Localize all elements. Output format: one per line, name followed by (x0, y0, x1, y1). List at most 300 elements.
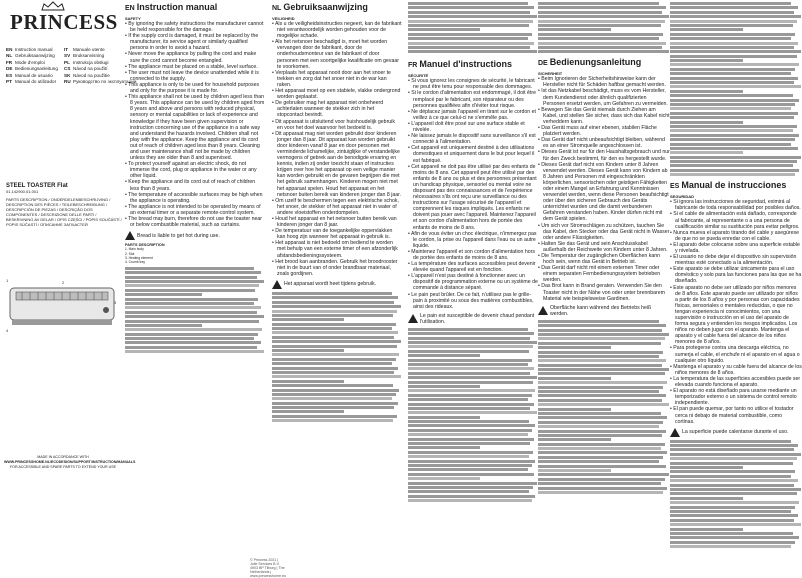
text-line (670, 138, 795, 141)
text-line (272, 402, 398, 405)
warning-triangle-icon (538, 306, 548, 315)
text-line (408, 345, 533, 348)
text-lines-de-top (538, 2, 670, 53)
text-line (408, 24, 529, 27)
text-line (670, 129, 793, 132)
language-item: EN Instruction manual (6, 47, 53, 52)
text-lines-de (538, 320, 670, 494)
text-line (670, 453, 801, 456)
text-line (538, 364, 662, 367)
safety-list-fr (408, 78, 538, 310)
text-lines-fr-top (408, 2, 538, 53)
text-line (670, 444, 798, 447)
text-line (670, 46, 794, 49)
safety-item: • Das Gerät darf nicht unbeaufsichtigt bleiben, während es an einer Stromquelle angeschlossen ist. (538, 137, 665, 150)
text-line (408, 416, 480, 419)
text-line (408, 341, 537, 344)
part-item: 1. Main body (125, 247, 144, 252)
text-line (670, 448, 794, 451)
text-line (670, 99, 799, 102)
safety-item: • Dieses Gerät darf nicht von Kindern unter 8 Jahren verwendet werden. Dieses Gerät kann von Kindern ab 8 Jahren und Personen mit eingeschränkten körperlichen, sensorischen oder geistigen Fähigkeiten oder einem Mangel an Erfahrung und Kenntnissen verwendet werden, wenn diese Personen beaufsichtigt oder über den sicheren Gebrauch des Geräts unterrichtet wurden und die damit verbundenen Gefahren verstanden haben. Kinder dürfen nicht mit dem Gerät spielen. (538, 161, 669, 223)
text-line (408, 350, 529, 353)
text-line (272, 345, 397, 348)
text-line (538, 351, 663, 354)
safety-item: • If the supply cord is damaged, it must be replaced by the manufacturer, its service agent or similarly qualified persons in order to avoid a hazard. (125, 33, 259, 52)
text-line (670, 112, 798, 115)
text-line (408, 495, 535, 498)
text-line (670, 68, 795, 71)
language-item: FR Mode d'emploi (6, 59, 45, 65)
safety-list-es (670, 199, 802, 424)
safety-item: • To protect yourself against an electric shock, do not immerse the cord, plug or appliance in the water or any other liquid. (125, 161, 257, 180)
text-line (272, 393, 396, 396)
text-line (272, 419, 393, 422)
text-line (538, 50, 669, 53)
safety-item: • De temperatuur van de toegankelijke oppervlakken kan hoog zijn wanneer het apparaat in gebruik is. (272, 228, 393, 241)
safety-item: • Het brood kan aanbranden. Gebruik het broodrooster niet in de buurt van of onder brandbaar materiaal, zoals gordijnen. (272, 258, 398, 277)
safety-item: • De gebruiker mag het apparaat niet onbeheerd achterlaten wanneer de stekker zich in het stopcontact bevindt. (272, 100, 384, 119)
text-line (538, 416, 667, 419)
svg-text:4: 4 (6, 328, 9, 333)
language-item: DE Bedienungsanleitung (6, 66, 58, 72)
text-line (538, 447, 661, 450)
language-item: IT Manuale utente (64, 47, 105, 52)
text-line (538, 329, 662, 332)
safety-item: • Cet appareil ne doit pas être utilisé par des enfants de moins de 8 ans. Cet appareil peut être utilisé par des enfants de 8 ans ou plus et des personnes présentant un handicap physique, sensoriel ou mental voire ne disposant pas des connaissances et de l'expérience nécessaires s'ils ont reçu une surveillance ou des instructions sur l'usage sécurisé de l'appareil et comprennent les risques impliqués. Les enfants ne doivent pas jouer avec l'appareil. Maintenez l'appareil et son cordon d'alimentation hors de portée des enfants de moins de 8 ans. (408, 163, 537, 231)
text-line (408, 420, 529, 423)
section-es (670, 0, 802, 575)
text-line (272, 314, 393, 317)
part-item: 4. Crumb tray (125, 260, 145, 265)
text-line (538, 465, 666, 468)
text-line (670, 55, 797, 58)
text-line (538, 408, 611, 411)
text-line (670, 514, 798, 517)
text-line (408, 15, 537, 18)
text-line (538, 2, 659, 5)
safety-item: • L'appareil doit être posé sur une surface stable et nivelée. (408, 120, 525, 134)
language-list (6, 47, 137, 85)
text-line (272, 296, 398, 299)
safety-list-en (125, 21, 265, 228)
text-line (670, 519, 794, 522)
safety-item: • Este aparato no debe ser utilizado por niños menores de 8 años. Este aparato puede ser utilizado por niños a partir de los 8 años y por personas con capacidades físicas, sensoriales o mentales reducidas, o que no tengan experiencia ni conocimientos, con una supervisión o instrucción en el uso del aparato de forma segura y entienden los riesgos implicados. Los niños no deben jugar con el aparato. Mantenga el aparato y el cable fuera del alcance de los niños menores de 8 años. (670, 284, 800, 346)
text-line (408, 468, 528, 471)
text-line (125, 324, 202, 327)
safety-item: • Das Gerät darf nicht mit einem externen Timer oder einem separaten Fernbedienungssystem betrieben werden. (538, 265, 661, 284)
safety-item: • The bread may burn, therefore do not use the toaster near or below combustible material, such as curtains. (125, 216, 262, 229)
text-line (670, 541, 795, 544)
text-line (272, 367, 398, 370)
text-line (408, 328, 528, 331)
text-line (538, 337, 665, 340)
text-line (272, 331, 398, 334)
text-line (272, 301, 394, 304)
text-line (670, 59, 743, 62)
safety-item: • Si vous ignorez les consignes de sécurité, le fabricant ne peut être tenu pour responsable des dommages. (408, 78, 535, 91)
language-item: ES Manual de usuario (6, 72, 53, 78)
safety-item: • Om uzelf te beschermen tegen een elektrische schok, het snoer, de stekker of het apparaat niet in water of andere vloeistoffen onderdompelen. (272, 197, 399, 216)
text-line (408, 11, 530, 14)
text-line (125, 267, 254, 270)
warning-triangle-icon (408, 314, 418, 323)
text-line (538, 46, 662, 49)
text-line (125, 320, 259, 323)
text-line (125, 306, 261, 309)
safety-item: • Le pain peut brûler. De ce fait, n'utilisez pas le grille-pain à proximité ou sous des matières combustibles, ainsi des rideaux. (408, 291, 534, 310)
text-line (272, 353, 399, 356)
text-line (670, 15, 801, 18)
language-item: SK Návod na použitie (64, 72, 110, 78)
svg-text:3: 3 (114, 300, 117, 305)
text-line (408, 433, 528, 436)
text-line (670, 42, 798, 45)
section-title-nl: NL Gebruiksaanwijzing (272, 2, 368, 12)
product-code: 01.142900.01.001 (6, 189, 39, 194)
text-line (408, 486, 533, 489)
safety-item: • Dit apparaat is uitsluitend voor huishoudelijk gebruik en voor het doel waarvoor het bedoeld is. (272, 118, 395, 131)
text-line (538, 377, 611, 380)
product-info (6, 184, 124, 227)
text-line (125, 280, 264, 283)
text-line (670, 125, 797, 128)
safety-item: • Het apparaat is niet bedoeld om bediend te worden met behulp van een externe timer of een afzonderlijk afstandsbedieningssysteem. (272, 240, 398, 259)
safety-item: • Halten Sie das Gerät und sein Anschlusskabel außerhalb der Reichweite von Kindern unter 8 Jahren. (538, 240, 668, 253)
text-line (670, 77, 798, 80)
text-line (670, 462, 793, 465)
text-line (408, 460, 535, 463)
text-line (670, 63, 799, 66)
warning-es: La superficie puede calentarse durante el uso. (670, 428, 802, 437)
safety-item: • Maintenez l'appareil et son cordon d'alimentation hors de portée des enfants de moins de 8 ans. (408, 248, 535, 262)
text-line (538, 469, 611, 472)
text-line (408, 446, 480, 449)
safety-item: • La température des surfaces accessibles peut devenir élevée quand l'appareil est en fonction. (408, 261, 536, 274)
text-line (272, 323, 396, 326)
text-line (538, 342, 661, 345)
text-line (125, 311, 257, 314)
safety-item: • Als u de veiligheidsinstructies negeert, kan de fabrikant niet verantwoordelijk worden gehouden voor de mogelijke schade. (272, 21, 402, 40)
parts-list-en (125, 247, 265, 265)
text-line (670, 532, 793, 535)
safety-item: • Verplaats het apparaat nooit door aan het snoer te trekken en zorg dat het snoer niet in de war kan raken. (272, 69, 391, 88)
language-item: RU Руководство по эксплуатации (64, 79, 137, 85)
section-de (538, 0, 670, 575)
text-line (125, 271, 261, 274)
text-line (125, 333, 258, 336)
safety-item: • Das Brot kann in Brand geraten. Verwenden Sie den Toaster nicht in der Nähe von oder unter brennbarem Material wie beispielsweise Gardinen. (538, 283, 665, 302)
text-line (408, 411, 537, 414)
text-line (538, 487, 667, 490)
safety-heading-de: SICHERHEIT (538, 71, 563, 77)
text-line (408, 33, 532, 36)
text-line (408, 385, 480, 388)
safety-heading-nl: VEILIGHEID (272, 16, 295, 21)
text-line (272, 406, 394, 409)
section-fr (408, 0, 538, 575)
safety-item: • L'appareil n'est pas destiné à fonctionner avec un dispositif de programmation externe ou un système de commande à distance séparé. (408, 273, 538, 292)
text-line (538, 421, 663, 424)
text-line (538, 359, 666, 362)
text-lines-nl (272, 292, 402, 422)
website-link[interactable]: WWW.PRINCESSHOME.NL/ECODESIGN/SUPPORT/INSTRUCTION/MANUALS (4, 460, 136, 464)
text-line (538, 15, 669, 18)
section-title-fr: FR Manuel d'instructions (408, 59, 512, 70)
safety-item: • This appliance is only to be used for household purposes and only for the purpose it is made for. (125, 81, 260, 95)
text-line (538, 425, 659, 428)
text-line (408, 50, 537, 53)
section-title-es: ES Manual de instrucciones (670, 180, 787, 191)
text-line (272, 327, 392, 330)
text-line (408, 490, 529, 493)
text-line (408, 37, 528, 40)
text-line (272, 410, 344, 413)
text-line (670, 523, 801, 526)
text-line (670, 33, 795, 36)
safety-item: • Si le cordon d'alimentation est endommagé, il doit être remplacé par le fabricant, son réparateur ou des personnes qualifiées afin d'éviter tout risque. (408, 90, 536, 109)
text-line (670, 440, 791, 443)
safety-item: • Beim Ignorieren der Sicherheitshinweise kann der Hersteller nicht für Schäden haftbar gemacht werden. (538, 76, 666, 89)
text-line (670, 72, 791, 75)
language-item: CS Návod na použití (64, 66, 108, 72)
language-item: PL Instrukcja obsługi (64, 59, 109, 65)
safety-item: • El aparato no está diseñado para usarse mediante un temporizador externo o un sistema de control remoto independiente. (670, 388, 797, 407)
text-line (538, 28, 611, 31)
safety-item: • El usuario no debe dejar el dispositivo sin supervisión mientras esté conectado a la alimentación. (670, 254, 797, 267)
safety-item: • The temperature of accessible surfaces may be high when the appliance is operating. (125, 191, 263, 204)
text-line (670, 536, 799, 539)
text-line (125, 315, 264, 318)
text-lines-fr (408, 328, 538, 502)
text-line (272, 349, 344, 352)
text-line (538, 372, 665, 375)
safety-item: • Ne déplacez jamais l'appareil en tirant sur le cordon et veillez à ce que celui-ci ne s'emmêle pas. (408, 108, 536, 121)
text-line (538, 333, 669, 336)
safety-item: • Das Gerät muss auf einer ebenen, stabilen Fläche platziert werden. (538, 125, 657, 138)
safety-item: • Die Temperatur der zugänglichen Oberflächen kann hoch sein, wenn das Gerät in Betrieb ist. (538, 253, 660, 266)
warning-en: Bread is liable to get hot during use. (125, 231, 265, 240)
text-line (408, 482, 537, 485)
text-line (125, 276, 257, 279)
warning-de: Oberfläche kann während des Betriebs heiß werden. (538, 305, 670, 317)
text-line (272, 340, 401, 343)
text-line (538, 412, 661, 415)
text-line (670, 173, 795, 176)
text-line (538, 403, 669, 406)
safety-item: • The appliance must be placed on a stable, level surface. (125, 63, 258, 70)
safety-item: • Cet appareil est uniquement destiné à des utilisations domestiques et uniquement dans le but pour lequel il est fabriqué. (408, 145, 535, 164)
text-line (538, 355, 659, 358)
text-line (538, 368, 669, 371)
text-line (538, 390, 659, 393)
toaster-illustration (2, 270, 122, 340)
text-line (408, 42, 534, 45)
safety-item: • By ignoring the safety instructions the manufacturer cannot be held responsible for the damage. (125, 21, 264, 34)
text-line (670, 103, 795, 106)
safety-item: • Ist das Netzkabel beschädigt, muss es vom Hersteller, dem Kundendienst oder ähnlich qualifizierten Personen ersetzt werden, um Gefahren zu vermeiden. (538, 88, 668, 107)
text-line (670, 492, 797, 495)
text-line (670, 11, 794, 14)
text-line (538, 456, 663, 459)
text-line (408, 424, 535, 427)
text-line (272, 380, 344, 383)
text-line (670, 134, 799, 137)
text-line (408, 403, 534, 406)
text-lines-en (125, 267, 265, 353)
text-line (670, 121, 743, 124)
text-line (538, 6, 666, 9)
text-line (670, 497, 743, 500)
safety-item: • Afin de vous éviter un choc électrique, n'immergez pas le cordon, la prise ou l'appareil dans l'eau ou un autre liquide. (408, 230, 537, 249)
text-line (272, 310, 397, 313)
safety-list-de (538, 76, 670, 301)
safety-item: • Ne laissez jamais le dispositif sans surveillance s'il est connecté à l'alimentation. (408, 133, 536, 146)
safety-item: • Um sich vor Stromschlägen zu schützen, tauchen Sie das Kabel, den Stecker oder das Gerät nicht in Wasser oder andere Flüssigkeiten. (538, 222, 670, 241)
text-line (670, 528, 743, 531)
text-line (538, 24, 661, 27)
text-line (538, 33, 663, 36)
text-lines-es (670, 440, 802, 548)
text-line (125, 293, 202, 296)
safety-heading-en: SAFETY (125, 16, 141, 21)
safety-item: • Nunca mueva el aparato tirando del cable y asegúrese de que no se pueda enredar con el cable. (670, 229, 799, 242)
text-line (125, 298, 258, 301)
language-item: NL Gebruiksaanwijzing (6, 53, 55, 59)
text-line (670, 466, 743, 469)
text-line (538, 37, 659, 40)
text-line (670, 479, 798, 482)
text-line (408, 363, 528, 366)
warning-fr: Le pain est susceptible de devenir chaud pendant l'utilisation. (408, 313, 538, 325)
text-line (272, 318, 344, 321)
text-line (272, 397, 392, 400)
text-line (408, 473, 534, 476)
svg-text:1: 1 (6, 278, 9, 283)
text-line (408, 464, 532, 467)
safety-heading-fr: SÉCURITÉ (408, 73, 429, 79)
safety-item: • This appliance shall not be used by children aged less than 8 years. This appliance can be used by children aged from 8 years and above and persons with reduced physical, sensory or mental capabilities or lack of experience and knowledge if they have been given supervision or instruction concerning use of the appliance in a safe way and understand the hazards involved. Children shall not play with the appliance. Keep the appliance and its cord out of reach of children aged less than 8 years. Cleaning and user maintenance shall not be made by children unless they are older than 8 and supervised. (125, 94, 265, 162)
part-item: 3. Heating element (125, 256, 153, 260)
text-line (538, 386, 663, 389)
text-line (670, 488, 801, 491)
safety-item: • Dieses Gerät ist nur für den Haushaltsgebrauch und nur für den Zweck bestimmt, für den es hergestellt wurde. (538, 149, 670, 162)
product-name: STEEL TOASTER Flat (6, 183, 68, 189)
text-line (272, 371, 394, 374)
safety-item: • Para protegerse contra una descarga eléctrica, no sumerja el cable, el enchufe ni el aparato en el agua o cualquier otro líquido. (670, 345, 800, 364)
text-line (670, 2, 791, 5)
text-line (125, 341, 261, 344)
text-line (538, 324, 666, 327)
text-line (538, 482, 661, 485)
text-line (272, 384, 393, 387)
text-line (670, 160, 797, 163)
safety-item: • Never move the appliance by pulling the cord and make sure the cord cannot become entangled. (125, 51, 257, 64)
safety-item: • Dit apparaat mag niet worden gebruikt door kinderen jonger dan 8 jaar. Dit apparaat kan worden gebruikt door kinderen vanaf 8 jaar en door personen met verminderde lichamelijke, zintuiglijke of verstandelijke vermogens of gebrek aan de benodigde ervaring en kennis, indien zij onder toezicht staan of instructies krijgen over hoe het apparaat op een veilige manier kan worden gebruikt en de gevaren begrijpen die met het gebruik samenhangen. Kinderen mogen niet met het apparaat spelen. Houd het apparaat en het netsnoer buiten bereik van kinderen jonger dan 8 jaar. (272, 130, 402, 198)
text-line (408, 46, 530, 49)
warning-triangle-icon (125, 231, 135, 240)
text-line (408, 2, 528, 5)
safety-item: • The user must not leave the device unattended while it is connected to the supply. (125, 69, 259, 82)
safety-item: • Este aparato se debe utilizar únicamente para el uso doméstico y solo para las funciones para las que se ha diseñado. (670, 266, 802, 285)
safety-item: • Het apparaat moet op een stabiele, vlakke ondergrond worden geplaatst. (272, 88, 401, 101)
text-line (125, 337, 254, 340)
text-line (670, 81, 794, 84)
text-line (408, 372, 530, 375)
text-line (538, 434, 662, 437)
text-line (670, 85, 801, 88)
warning-nl: Het apparaat wordt heet tijdens gebruik. (272, 280, 402, 289)
language-item: SV Bruksanvisning (64, 53, 105, 59)
text-line (125, 284, 259, 287)
brand-logo: PRINCESS (10, 10, 118, 34)
text-line (538, 460, 659, 463)
text-line (408, 407, 530, 410)
text-line (538, 20, 665, 23)
text-lines-es-top (670, 2, 802, 176)
text-line (538, 11, 662, 14)
section-nl (272, 0, 402, 575)
language-item: PT Manual do utilizador (6, 79, 57, 85)
parts-heading-en: PARTS DESCRIPTION (125, 243, 165, 248)
text-line (538, 399, 662, 402)
safety-item: • Als het netsnoer beschadigd is, moet het worden vervangen door de fabrikant, door de onderhoudsmonteur van de fabrikant of door personen met een soortgelijke kwalificatie om gevaar te voorkomen. (272, 39, 399, 70)
warning-triangle-icon (670, 428, 680, 437)
safety-list-nl (272, 21, 402, 277)
text-line (408, 451, 533, 454)
safety-item: • The appliance is not intended to be operated by means of an external timer or a separate remote-control system. (125, 203, 261, 216)
text-line (408, 381, 533, 384)
text-line (125, 328, 262, 331)
text-line (538, 451, 667, 454)
text-line (272, 358, 396, 361)
text-line (670, 116, 794, 119)
text-line (670, 28, 743, 31)
text-line (670, 90, 743, 93)
text-line (670, 484, 794, 487)
part-item: 2. Slot (125, 251, 135, 256)
text-line (538, 42, 666, 45)
text-line (272, 375, 401, 378)
text-line (408, 6, 534, 9)
text-line (670, 107, 791, 110)
text-line (670, 506, 795, 509)
svg-text:2: 2 (62, 280, 65, 285)
text-line (670, 151, 743, 154)
copyright: © Princess 2021 | Jolie Services B.V. 4903 BP Tilburg | The Netherlands | www.princesshome.eu (250, 558, 286, 578)
text-line (670, 470, 795, 473)
parts-description-title: PARTS DESCRIPTION / ONDERDELENBESCHRIJVING / DESCRIPTION DES PIÈCES / TEILEBESCHREIBUNG / DESCRIPCIÓN DE PIEZAS / DESCRIÇÃO DOS COMPONENTES / DESCRIZIONE DELLE PARTI / BESKRIVNING AV DELAR / OPIS CZĘŚCI / POPIS SOUČÁSTÍ / POPIS SÚČASTÍ / ОПИСАНИЕ ЗАПЧАСТЕЙ (6, 197, 122, 227)
text-line (670, 169, 799, 172)
text-line (408, 354, 480, 357)
text-line (408, 394, 532, 397)
text-line (408, 477, 480, 480)
text-line (408, 429, 532, 432)
text-line (272, 389, 399, 392)
warning-triangle-icon (272, 280, 282, 289)
text-line (538, 430, 666, 433)
text-line (408, 367, 534, 370)
text-line (538, 478, 665, 481)
text-line (670, 545, 791, 548)
text-line (670, 475, 791, 478)
text-line (272, 336, 394, 339)
text-line (538, 473, 669, 476)
text-line (670, 164, 793, 167)
text-line (408, 442, 530, 445)
text-line (408, 389, 535, 392)
safety-item: • El aparato debe colocarse sobre una superficie estable y nivelada. (670, 241, 800, 254)
text-line (670, 94, 793, 97)
